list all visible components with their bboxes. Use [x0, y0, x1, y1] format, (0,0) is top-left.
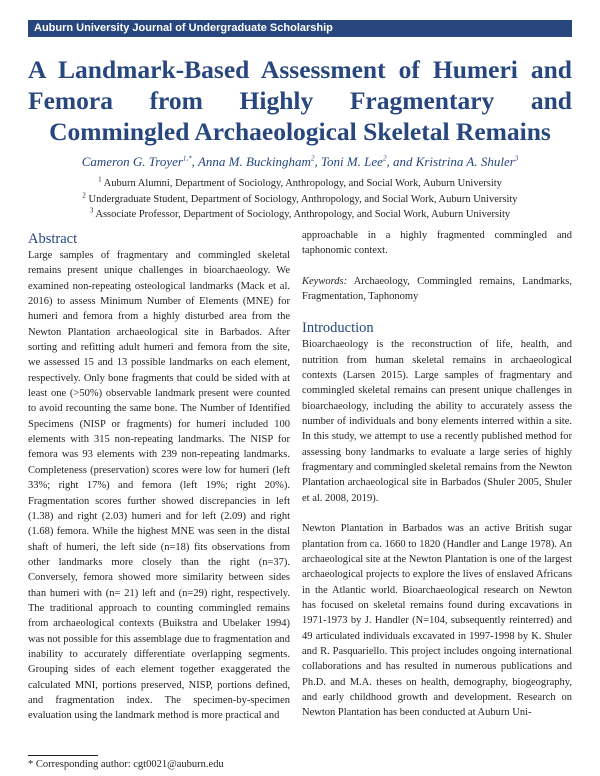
affiliation-number: 2	[82, 191, 86, 199]
keywords	[302, 274, 572, 305]
right-column	[302, 228, 572, 721]
abstract-continued: approachable in a highly fragmented commingled and taphonomic context.	[302, 230, 572, 257]
affiliation-number: 1	[98, 175, 102, 184]
journal-header-band	[28, 20, 572, 37]
affiliation-number: 3	[89, 206, 94, 215]
author-sup: 3	[514, 154, 519, 163]
affiliation-text: Undergraduate Student, Department of Sociology, Anthropology, and Social Work, Auburn University	[88, 193, 518, 205]
paper-title: A Landmark-Based Assessment of Humeri and Femora from Highly Fragmentary and Commingled Archaeological Skeletal Remains	[28, 55, 572, 146]
affiliation	[28, 176, 572, 192]
left-column	[28, 230, 290, 724]
author-name: Cameron G. Troyer	[81, 154, 183, 169]
introduction-paragraph-1: Bioarchaeology is the reconstruction of life, health, and nutrition from human skeletal remains in archaeological contexts (Larsen 2015). Large samples of fragmentary and commingled skeletal remains can present unique challenges in bioarchaeology, including the ability to accurately assess the number of individuals and bony elements interred within a site. In this study, we attempt to use a recently published method for assessing bony landmarks to evaluate a large series of highly fragmentary and commingled skeletal remains from the Newton Plantation archaeological site in Barbados (Shuler 2005, Shuler et al. 2008, 2019).	[302, 339, 572, 504]
author-sup: 2	[310, 154, 315, 163]
author-name: Toni M. Lee	[320, 154, 383, 169]
affiliation	[28, 207, 572, 223]
abstract-heading: Abstract	[28, 231, 78, 247]
affiliation	[28, 192, 572, 208]
author-sup: 1,*	[182, 154, 192, 163]
abstract-text: Large samples of fragmentary and commingled skeletal remains present unique challenges in bioarchaeology. We examined non-repeating osteological landmarks (Mack et al. 2016) to assess Minimum Number of Elements (MNE) for humeri and femora from a highly disturbed area from the Newton Plantation archaeological site in Barbados. After sorting and refitting adult humeri and femora from the site, we assessed 15 and 13 possible landmarks on each element, respectively. Only bone fragments that could be sided with at least one (>50%) observable landmark present were counted to avoid recounting the same bone. The Number of Identified Specimens (NISP or fragments) for humeri included 100 elements with 315 non-repeating landmarks. The NISP for femora was 93 elements with 239 non-repeating landmarks. Completeness (preservation) scores were low for humeri (left 33%; right 17%) and femora (left 19%; right 20%). Fragmentation scores further showed discrepancies in left (1.38) and right (2.03) humeri and for left (2.09) and right (1.68) femora. While the highest MNE was seen in the distal shaft of humeri, the left side (n=18) fits observations from other landmarks more closely than the right (n=37). Conversely, femora showed more similarity between sides than humeri with (n= 21) left and (n=29) right, respectively. The traditional approach to counting commingled remains from archaeological contexts (Buikstra and Ubelaker 1994) was not possible for this assemblage due to fragmentation and inability to accurately differentiate overlapping segments. Grouping sides of each element together exaggerated the calculated MNI, portions preserved, NISP, portions defined, and fragmentation index. The specimen-by-specimen evaluation using the landmark method is more practical and	[28, 250, 290, 722]
introduction-heading: Introduction	[302, 320, 374, 337]
keywords-label: Keywords:	[302, 275, 348, 287]
author-name: Anna M. Buckingham	[197, 154, 311, 169]
author-name: Kristrina A. Shuler	[415, 154, 515, 169]
footnote-rule	[28, 755, 98, 756]
author-sup: 2	[382, 154, 387, 163]
author-list: Cameron G. Troyer$^{1,*}$, Anna M. Buckingham$^2$, Toni M. Lee$^2$, and Kristrina A. Shuler$^3$	[81, 154, 519, 169]
affiliation-list	[28, 176, 572, 223]
corresponding-author-footnote: * Corresponding author: cgt0021@auburn.edu	[28, 759, 224, 770]
journal-name: Auburn University Journal of Undergraduate Scholarship	[34, 22, 333, 34]
keywords-text: Archaeology, Commingled remains, Landmarks, Fragmentation, Taphonomy	[302, 275, 572, 303]
affiliation-text: Auburn Alumni, Department of Sociology, Anthropology, and Social Work, Auburn University	[103, 178, 502, 189]
affiliation-text: Associate Professor, Department of Sociology, Anthropology, and Social Work, Auburn University	[95, 209, 511, 220]
introduction-paragraph-2: Newton Plantation in Barbados was an active British sugar plantation from ca. 1660 to 1820 (Handler and Lange 1978). An archaeological site at the Newton Plantation is one of the largest archaeological projects to explore the lives of enslaved Africans in the Atlantic world. Bioarchaeological research on Newton has focused on skeletal remains found during excavations in 1971-1973 by J. Handler (N=104, subsequently reinterred) and 49 articulated individuals excavated in 1997-1998 by K. Shuler and R. Pasquariello. This project includes ongoing international collaborations and has resulted in numerous publications and Ph.D. and M.A. theses on health, demography, biogeography, and early childhood growth and development. Research on Newton Plantation has been conducted at Auburn Uni-	[302, 523, 572, 719]
